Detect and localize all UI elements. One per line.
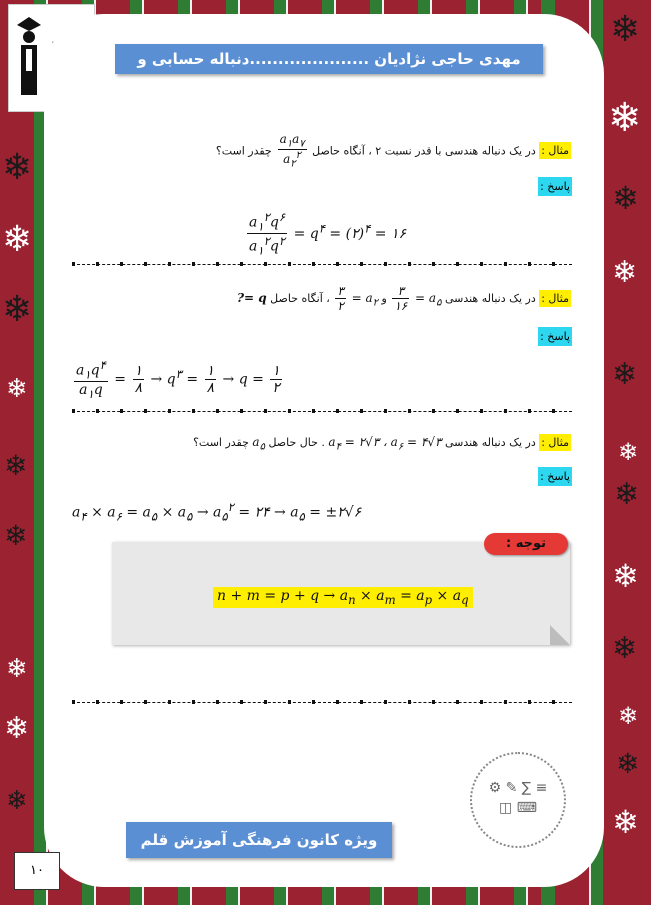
section-divider (72, 411, 572, 412)
answer-label: پاسخ : (538, 467, 572, 486)
page-title: مهدی حاجی نژادیان .....................دنباله حسابی و هندسی (115, 44, 543, 74)
example-3-question (193, 435, 571, 452)
snowflake-icon: ❄ (612, 557, 639, 595)
snowflake-icon: ❄ (618, 702, 639, 730)
snowflake-icon: ❄ (4, 449, 28, 482)
example-label: مثال : (541, 436, 569, 449)
note-formula: $n + m = p + q \to a_n \times a_m = a_p \times a_q$ (213, 587, 473, 608)
section-divider (72, 264, 572, 265)
question-text: در یک دنباله هندسی (444, 436, 536, 449)
snowflake-icon: ❄ (2, 219, 33, 260)
given-terms: $a_۴$ = ۲√۳ ، $a_۶$ = ۴√۳ (328, 435, 442, 453)
snowflake-icon: ❄ (612, 631, 638, 666)
example-3-solution: $a_۴ \times a_۶ = a_۵ \times a_۵ \to a_۵^۲$ = ۲۴ → $a_۵$ = ±۲√۶ (72, 500, 362, 524)
snowflake-icon: ❄ (6, 654, 28, 684)
example-1-question (216, 132, 571, 170)
example-2-solution: $\frac{a_۱q^۴}{a_۱q}$ = $\frac{۱}{۸}$ → $q^۳$ = $\frac{۱}{۸}$ → q = $\frac{۱}{۲}$ (76, 358, 280, 402)
snowflake-icon: ❄ (612, 803, 639, 841)
snowflake-icon: ❄ (612, 255, 638, 290)
question-text: در یک دنباله هندسی با قدر نسبت ۲ ، آنگاه حاصل (312, 144, 536, 158)
page-fold-corner (550, 625, 570, 645)
snowflake-icon: ❄ (608, 95, 642, 141)
question-text: در یک دنباله هندسی (444, 292, 536, 305)
tech-icons-illustration (470, 752, 566, 848)
example-label: مثال : (541, 144, 569, 158)
note-tag: توجه : (484, 533, 568, 555)
snowflake-icon: ❄ (610, 9, 641, 50)
example-label: مثال : (541, 292, 569, 305)
snowflake-icon: ❄ (612, 179, 639, 217)
snowflake-icon: ❄ (4, 519, 28, 552)
question-text: چقدر است؟ (215, 144, 272, 158)
page-number: ۱۰ (14, 852, 60, 890)
question-text: و (381, 292, 387, 305)
asked-term: $a_۵$ (252, 435, 265, 453)
ratio-expression: $\frac{a_۱a_۷}{a_۲^۲}$ (279, 132, 305, 170)
snowflake-icon: ❄ (6, 786, 28, 816)
snowflake-icon: ❄ (614, 477, 640, 512)
snowflake-icon: ❄ (618, 438, 639, 466)
snowflake-icon: ❄ (2, 289, 33, 330)
answer-label: پاسخ : (538, 327, 572, 346)
given-a2: $a_۲$ = $\frac{۳}{۲}$ (337, 284, 379, 313)
snowflake-icon: ❄ (2, 147, 33, 188)
snowflake-icon: ❄ (616, 747, 640, 780)
question-text: . حال حاصل (268, 436, 325, 449)
snowflake-icon: ❄ (612, 357, 638, 392)
section-divider (72, 702, 572, 703)
given-a5: $a_۵$ = $\frac{۳}{۱۶}$ (394, 284, 442, 313)
example-1-solution: $\frac{a_۱^۲q^۶}{a_۱^۲q^۲}$ = $q^۴$ = (۲)$^۴$ = ۱۶ (249, 210, 406, 258)
answer-label: پاسخ : (538, 177, 572, 196)
question-text: چقدر است؟ (193, 436, 249, 449)
footer-banner: ویژه کانون فرهنگی آموزش قلم چی (126, 822, 392, 858)
example-2-question (237, 284, 571, 313)
question-text: ، آنگاه حاصل (270, 292, 330, 305)
snowflake-icon: ❄ (4, 711, 30, 746)
snowflake-icon: ❄ (6, 374, 28, 404)
graduate-figure-icon (15, 13, 43, 103)
asked-value: q =? (237, 291, 267, 305)
